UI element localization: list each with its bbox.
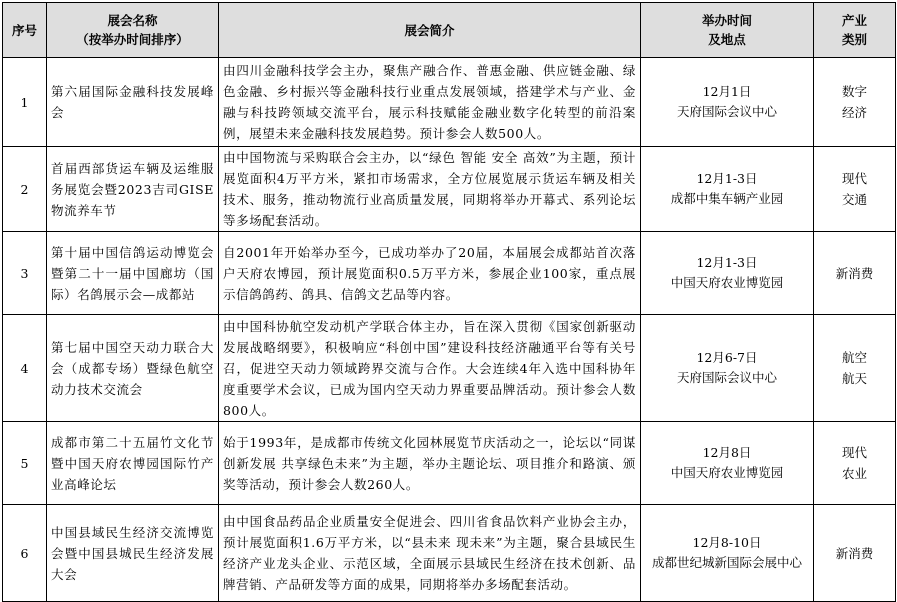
cell-time (641, 58, 814, 147)
cell-intro: 由中国食品药品企业质量安全促进会、四川省食品饮料产业协会主办，预计展览面积1.6万平方米，以“县未来 现未来”为主题，聚合县域民生经济产业龙头企业、示范区域，全面展示县域民生经济在技术创新、品牌营销、产品研发等方面的成果，同期将举办多场配套活动。 (219, 505, 641, 602)
header-time-line2: 及地点 (708, 32, 746, 47)
table-row (3, 422, 896, 505)
cell-date: 12月8-10日 (692, 535, 762, 550)
cell-date: 12月1日 (702, 84, 752, 99)
table-row (3, 147, 896, 232)
cell-cat-line1: 数字 (841, 84, 867, 99)
cell-date: 12月8日 (702, 445, 752, 460)
table-row (3, 232, 896, 315)
cell-intro: 由中国物流与采购联合会主办，以“绿色 智能 安全 高效”为主题，预计展览面积4万平方米，紧扣市场需求，全方位展览展示货运车辆及相关技术、服务，推动物流行业高质量发展，同期将举办开幕式、系列论坛等多场配套活动。 (219, 147, 641, 232)
cell-name: 第七届中国空天动力联合大会（成都专场）暨绿色航空动力技术交流会 (47, 315, 219, 422)
cell-seq: 2 (3, 147, 47, 232)
cell-place: 中国天府农业博览园 (670, 465, 784, 480)
cell-cat-line2: 交通 (841, 192, 867, 207)
cell-cat-line1: 航空 (841, 350, 867, 365)
cell-time (641, 422, 814, 505)
cell-place: 天府国际会议中心 (676, 370, 777, 385)
cell-cat-line2: 经济 (841, 105, 867, 120)
table-row (3, 315, 896, 422)
cell-intro: 由四川金融科技学会主办，聚焦产融合作、普惠金融、供应链金融、绿色金融、乡村振兴等金融科技行业重点发展领域，搭建学术与产业、金融与科技跨领域交流平台，展示科技赋能金融业数字化转型的前沿案例，展望未来金融科技发展趋势。预计参会人数500人。 (219, 58, 641, 147)
cell-seq: 6 (3, 505, 47, 602)
cell-category (814, 315, 896, 422)
header-seq: 序号 (3, 3, 47, 58)
cell-name: 首届西部货运车辆及运维服务展览会暨2023吉司GISE物流养车节 (47, 147, 219, 232)
cell-seq: 4 (3, 315, 47, 422)
table-header-row (3, 3, 896, 58)
cell-intro: 始于1993年，是成都市传统文化园林展览节庆活动之一，论坛以“同谋创新发展 共享绿色未来”为主题，举办主题论坛、项目推介和路演、颁奖等活动，预计参会人数260人。 (219, 422, 641, 505)
table-row (3, 58, 896, 147)
cell-cat-line2: 航天 (841, 371, 867, 386)
exhibition-table (2, 2, 896, 602)
header-time-line1: 举办时间 (701, 13, 752, 28)
cell-seq: 5 (3, 422, 47, 505)
cell-date: 12月1-3日 (696, 255, 758, 270)
cell-name: 第六届国际金融科技发展峰会 (47, 58, 219, 147)
cell-category (814, 505, 896, 602)
cell-category (814, 232, 896, 315)
cell-name: 中国县域民生经济交流博览会暨中国县城民生经济发展大会 (47, 505, 219, 602)
header-intro: 展会简介 (219, 3, 641, 58)
header-category (814, 3, 896, 58)
header-name-line2: （按举办时间排序） (76, 32, 189, 47)
cell-time (641, 147, 814, 232)
header-name-line1: 展会名称 (107, 13, 158, 28)
cell-seq: 1 (3, 58, 47, 147)
header-cat-line2: 类别 (841, 32, 867, 47)
cell-cat-line1: 新消费 (835, 265, 874, 281)
header-name (47, 3, 219, 58)
cell-time (641, 232, 814, 315)
cell-time (641, 505, 814, 602)
table-row (3, 505, 896, 602)
cell-cat-line2: 农业 (841, 466, 867, 481)
cell-name: 成都市第二十五届竹文化节暨中国天府农博园国际竹产业高峰论坛 (47, 422, 219, 505)
cell-place: 天府国际会议中心 (676, 104, 777, 119)
cell-name: 第十届中国信鸽运动博览会暨第二十一届中国廊坊（国际）名鸽展示会—成都站 (47, 232, 219, 315)
cell-time (641, 315, 814, 422)
cell-intro: 自2001年开始举办至今，已成功举办了20届，本届展会成都站首次落户天府农博园，预计展览面积0.5万平方米，参展企业100家，重点展示信鸽鸽药、鸽具、信鸽文艺品等内容。 (219, 232, 641, 315)
cell-category (814, 147, 896, 232)
cell-seq: 3 (3, 232, 47, 315)
cell-date: 12月1-3日 (696, 171, 758, 186)
cell-intro: 由中国科协航空发动机产学联合体主办，旨在深入贯彻《国家创新驱动发展战略纲要》，积极响应“科创中国”建设科技经济融通平台等有关号召，促进空天动力领域跨界交流与合作。大会连续4年入选中国科协年度重要学术会议，已成为国内空天动力界重要品牌活动。预计参会人数800人。 (219, 315, 641, 422)
cell-cat-line1: 现代 (841, 445, 867, 460)
header-cat-line1: 产业 (841, 13, 867, 28)
cell-cat-line1: 新消费 (835, 545, 874, 561)
cell-place: 成都世纪城新国际会展中心 (651, 555, 802, 570)
cell-cat-line1: 现代 (841, 171, 867, 186)
cell-category (814, 58, 896, 147)
header-time (641, 3, 814, 58)
cell-date: 12月6-7日 (696, 350, 758, 365)
cell-place: 中国天府农业博览园 (670, 275, 784, 290)
cell-place: 成都中集车辆产业园 (670, 191, 784, 206)
cell-category (814, 422, 896, 505)
